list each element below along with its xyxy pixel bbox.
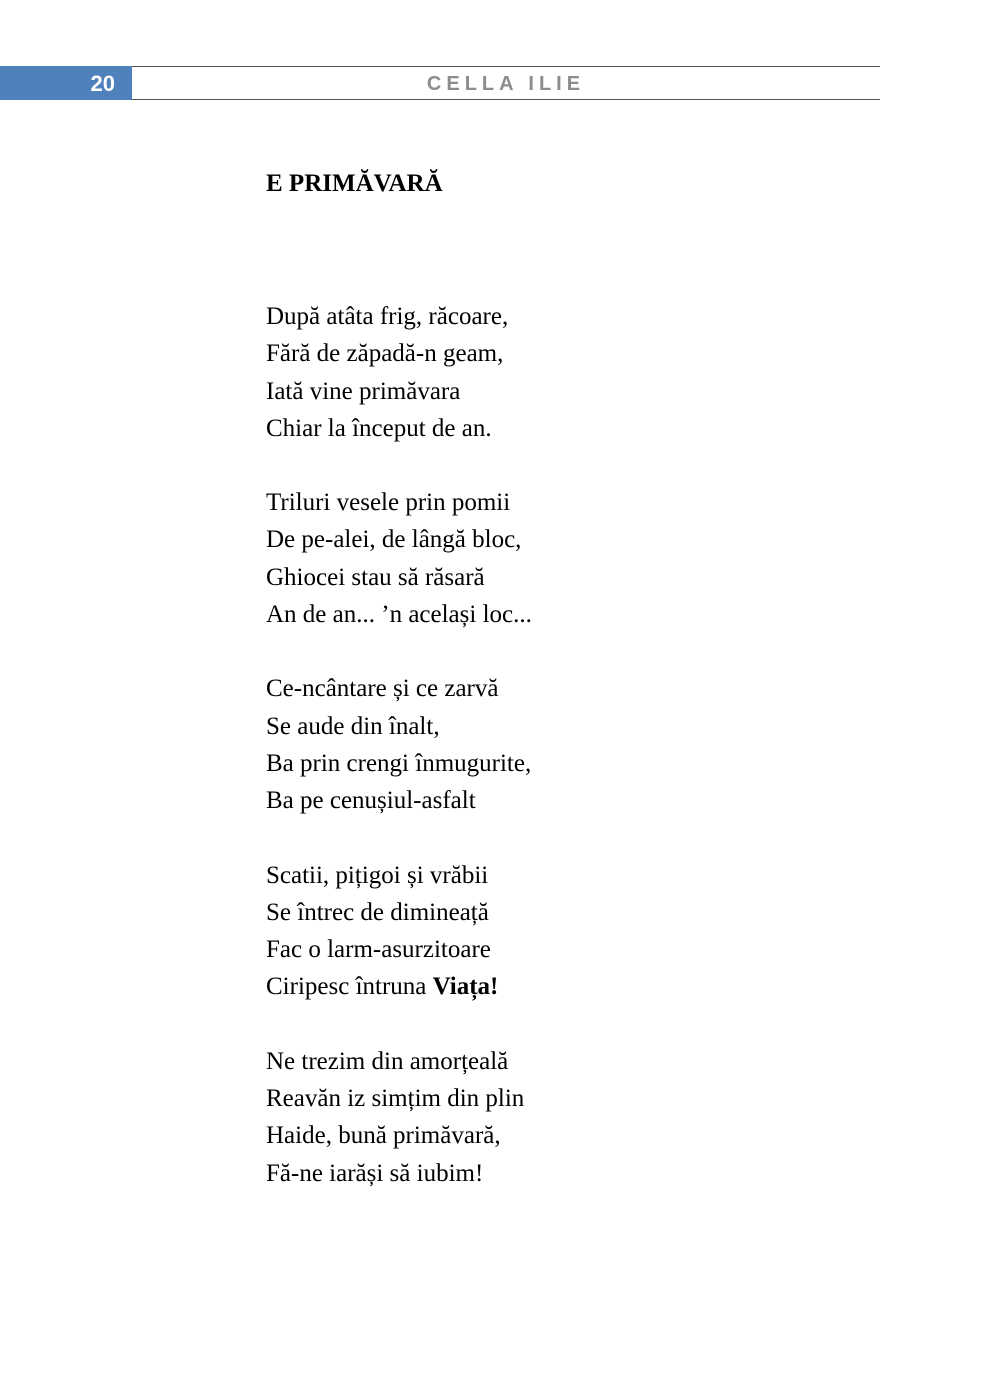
poem-line: Ne trezim din amorțeală: [266, 1047, 509, 1075]
stanza: [266, 857, 886, 1006]
poem-line: Fă-ne iarăși să iubim!: [266, 1159, 484, 1187]
page-header: [0, 66, 880, 102]
stanza: [266, 1043, 886, 1192]
poem-line: Iată vine primăvara: [266, 377, 461, 405]
poem-line: Chiar la început de an.: [266, 414, 492, 442]
stanza: [266, 298, 886, 447]
poem-line: De pe-alei, de lângă bloc,: [266, 526, 522, 554]
poem-line: Ce-ncântare și ce zarvă: [266, 675, 499, 703]
page-number: 20: [0, 66, 132, 100]
poem-line-plain-part: Ciripesc întruna: [266, 973, 433, 1001]
poem-title: E PRIMĂVARĂ: [266, 170, 443, 197]
stanza: [266, 670, 886, 819]
stanza: [266, 484, 886, 633]
poem-line: Ba prin crengi înmugurite,: [266, 749, 532, 777]
poem-line: După atâta frig, răcoare,: [266, 303, 509, 330]
poem-line: Triluri vesele prin pomii: [266, 489, 511, 517]
poem: [266, 166, 886, 1229]
poem-line: Fără de zăpadă-n geam,: [266, 340, 504, 368]
poem-line: Reavăn iz simțim din plin: [266, 1085, 525, 1113]
poem-line: Se aude din înalt,: [266, 712, 440, 740]
poem-line: Ba pe cenușiul-asfalt: [266, 787, 476, 815]
poem-line-bold-word: Viața!: [432, 973, 499, 1001]
poem-line: Se întrec de dimineață: [266, 898, 489, 926]
poem-line: Scatii, pițigoi și vrăbii: [266, 861, 489, 889]
poem-line: An de an... ’n același loc...: [266, 601, 532, 629]
header-rule-bottom: [132, 99, 880, 100]
running-title: CELLA ILIE: [426, 73, 586, 95]
poem-line: Haide, bună primăvară,: [266, 1122, 501, 1150]
poem-line: Fac o larm-asurzitoare: [266, 936, 491, 964]
poem-line-mixed: [266, 968, 886, 1005]
poem-line: Ghiocei stau să răsară: [266, 563, 485, 591]
